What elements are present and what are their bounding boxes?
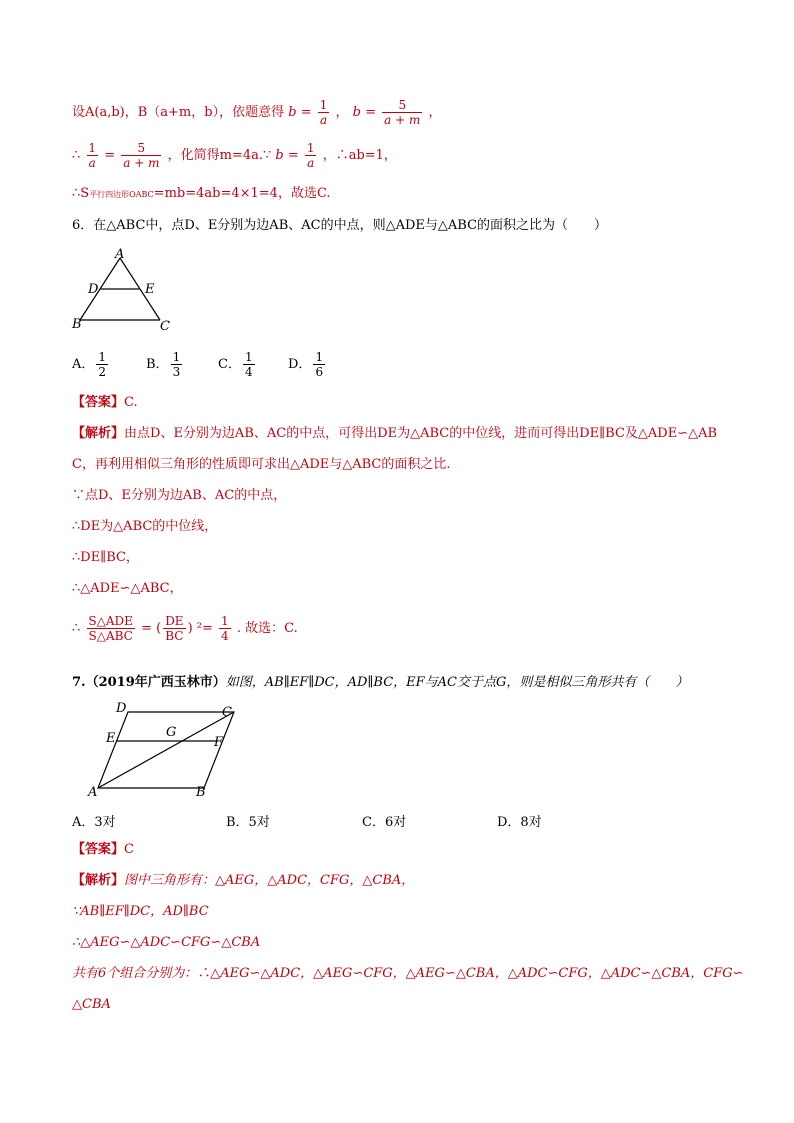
- prev-line3-subscript: 平行四边形OABC: [89, 190, 154, 199]
- q7-choice-d: D．8对: [497, 815, 542, 830]
- q7-stem: 7.（2019年广西玉林市）如图，AB∥EF∥DC，AD∥BC，EF与AC交于点G，则是相似三角形共有（ ）: [72, 675, 689, 690]
- prev-line-2: ∴ $\frac{1}{a}$ = $\frac{5}{a + m}$ ，化简得m=4a.∵ b = $\frac{1}{a}$ ，∴ab=1，: [72, 141, 397, 170]
- q6-step-1: ∵点D、E分别为边AB、AC的中点，: [72, 488, 287, 503]
- q7-source: （2019年广西玉林市）: [85, 675, 226, 690]
- prev-line1-frac2: $\frac{5}{a + m}$: [384, 98, 421, 127]
- q6-choice-c: C． $\frac{1}{4}$: [218, 350, 253, 379]
- q6-analysis-1: 【解析】由点D、E分别为边AB、AC的中点，可得出DE为△ABC的中位线，进而可得出DE∥BC及△ADE∽△AB: [72, 426, 718, 441]
- q7-choice-c: C．6对: [362, 815, 407, 830]
- q7-choice-a: A．3对: [72, 815, 116, 830]
- q6-triangle-figure: [70, 248, 180, 342]
- prev-line2-frac2: $\frac{5}{a + m}$: [123, 141, 160, 170]
- q6-area-ratio: $\frac{\text{S△ADE}}{\text{S△ABC}}$: [88, 614, 133, 643]
- prev-line2-frac1: $\frac{1}{a}$: [88, 141, 97, 170]
- q7-label-g: G: [166, 725, 177, 740]
- q6-label-c: C: [160, 319, 170, 334]
- prev-line2-text: ，化简得m=4a.∵: [167, 148, 272, 163]
- prev-line1-b: b =: [288, 105, 312, 120]
- q7-step-1: ∵AB∥EF∥DC，AD∥BC: [72, 904, 209, 919]
- q7-answer-label: 【答案】: [72, 842, 125, 857]
- q6-step-2: ∴DE为△ABC的中位线，: [72, 519, 218, 534]
- q7-label-e: E: [106, 731, 116, 746]
- q6-step-5: ∴ $\frac{\text{S△ADE}}{\text{S△ABC}}$ = ( $\frac{DE}{BC}$ ) ²= $\frac{1}{4}$ . 故选：C.: [72, 614, 298, 643]
- prev-line-3: ∴S平行四边形OABC=mb=4ab=4×1=4，故选C.: [72, 186, 331, 201]
- prev-line1-text: 设A(a,b)，B（a+m，b），依题意得: [72, 105, 285, 120]
- q6-analysis-label: 【解析】: [72, 426, 125, 441]
- q6-answer: [72, 396, 138, 409]
- q6-label-d: D: [88, 282, 99, 297]
- q7-parallelogram-figure: [86, 698, 256, 807]
- q6-step-3: ∴DE∥BC，: [72, 550, 139, 565]
- prev-line1-frac1: $\frac{1}{a}$: [319, 98, 328, 127]
- q6-result: $\frac{1}{4}$: [221, 614, 229, 643]
- q7-label-a: A: [88, 785, 98, 800]
- q6-analysis-2: C，再利用相似三角形的性质即可求出△ADE与△ABC的面积之比.: [72, 457, 451, 472]
- q7-step-2: ∴△AEG∽△ADC∽CFG∽△CBA: [72, 935, 261, 950]
- q6-answer-label: 【答案】: [72, 395, 125, 410]
- q6-step-4: ∴△ADE∽△ABC，: [72, 581, 183, 596]
- q7-label-c: C: [222, 705, 232, 720]
- q7-analysis-1: 【解析】图中三角形有：△AEG，△ADC，CFG，△CBA，: [72, 873, 415, 888]
- q7-label-d: D: [116, 701, 127, 716]
- q6-choice-a: A． $\frac{1}{2}$: [72, 350, 107, 379]
- q7-step-3b: △CBA: [72, 997, 111, 1012]
- q6-choice-b: B． $\frac{1}{3}$: [146, 350, 181, 379]
- q7-step-3a: 共有6个组合分别为：∴△AEG∽△ADC，△AEG∽CFG，△AEG∽△CBA，△ADC∽CFG，△ADC∽△CBA，CFG∽: [72, 966, 744, 981]
- q6-stem: 6．在△ABC中，点D、E分别为边AB、AC的中点，则△ADE与△ABC的面积之比为（ ）: [72, 218, 608, 233]
- prev-line-1: 设A(a,b)，B（a+m，b），依题意得 b = $\frac{1}{a}$ ， b = $\frac{5}{a + m}$ ，: [72, 98, 442, 127]
- q7-label-f: F: [214, 735, 224, 750]
- q6-choice-d: D． $\frac{1}{6}$: [288, 350, 324, 379]
- q6-label-b: B: [72, 317, 82, 332]
- q7-analysis-label: 【解析】: [72, 873, 125, 888]
- q6-label-e: E: [145, 282, 155, 297]
- prev-line1-b2: b =: [352, 105, 377, 120]
- q6-side-ratio: $\frac{DE}{BC}$: [165, 614, 184, 643]
- q7-answer-value: C: [124, 842, 134, 857]
- q7-answer: [72, 843, 134, 856]
- prev-line2-frac3: $\frac{1}{a}$: [306, 141, 315, 170]
- q6-answer-value: C.: [124, 395, 138, 410]
- q6-label-a: A: [115, 248, 125, 262]
- q7-choice-b: B．5对: [226, 815, 270, 830]
- q7-label-b: B: [196, 785, 206, 800]
